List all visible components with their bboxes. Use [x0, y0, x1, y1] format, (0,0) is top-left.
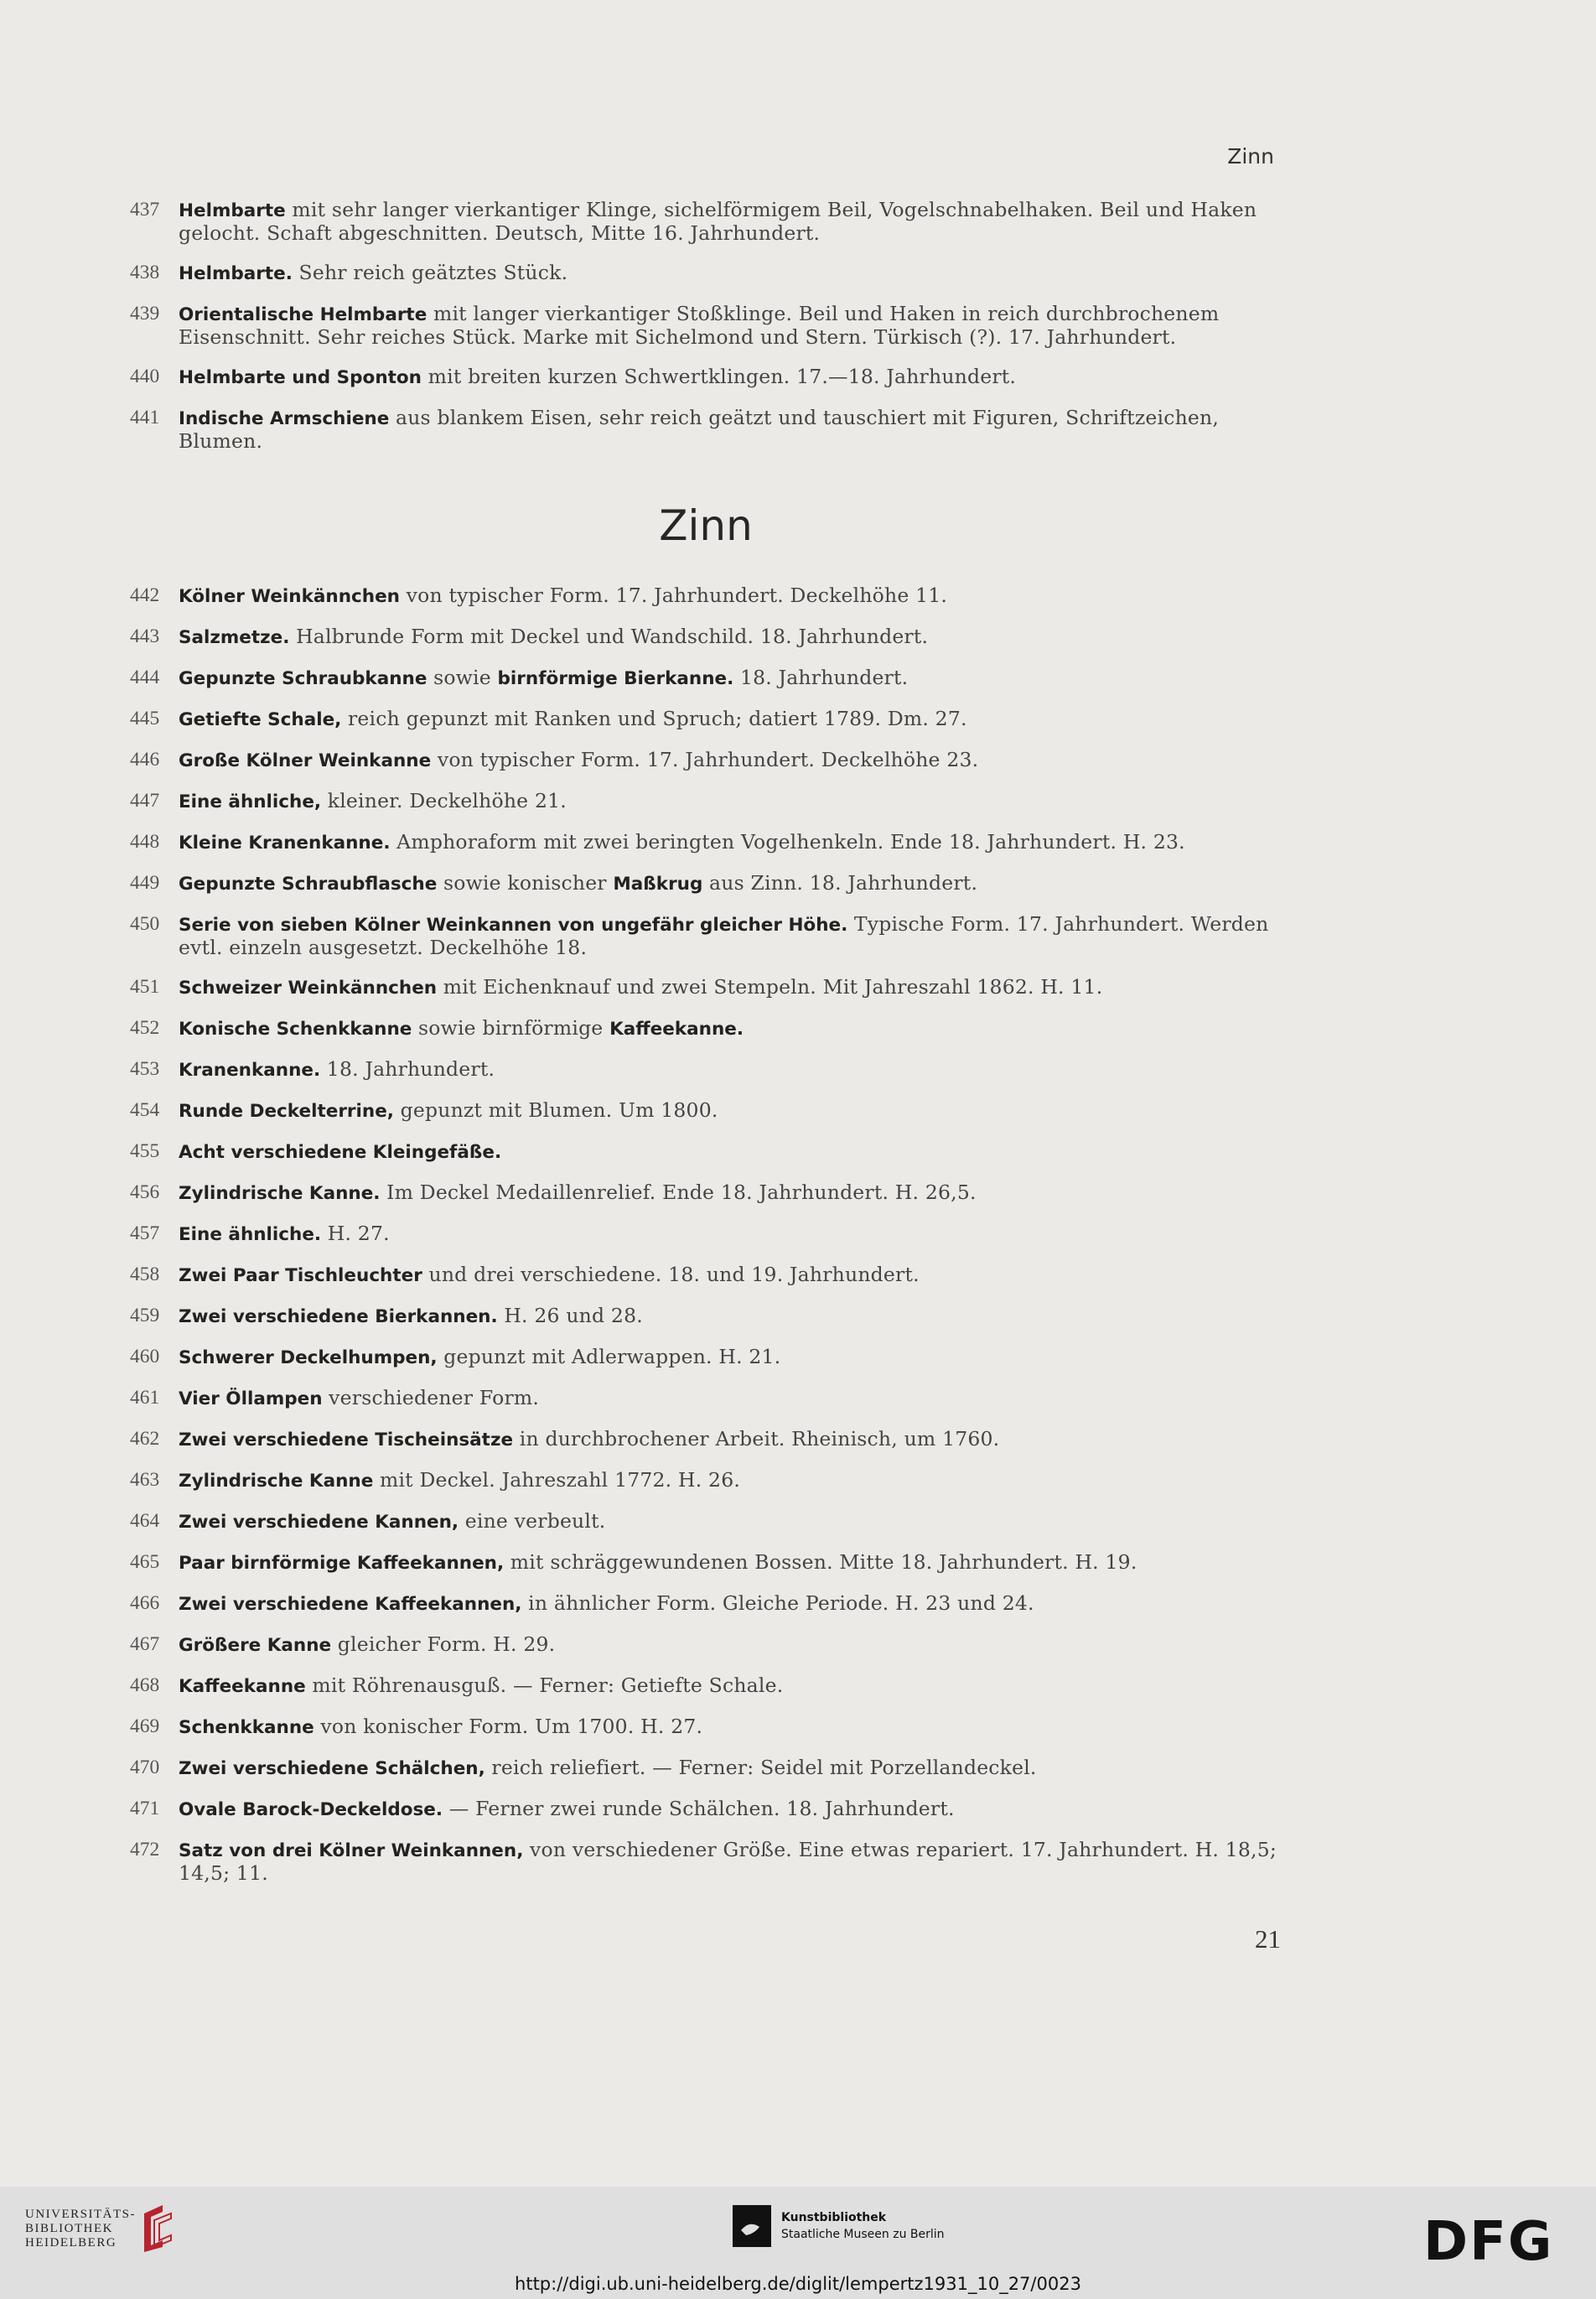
entry-description-2: aus Zinn. 18. Jahrhundert. — [702, 871, 978, 895]
entry-title: Schenkkanne — [179, 1717, 314, 1738]
entry-description: mit sehr langer vierkantiger Klinge, sichelförmigem Beil, Vogelschnabelhaken. Beil und Haken gelocht. Schaft abgeschnitten. Deutsch, Mitte 16. Jahrhundert. — [179, 198, 1257, 245]
entry-number: 447 — [130, 790, 160, 812]
catalog-entry — [130, 749, 1282, 772]
entry-description: mit Röhrenausguß. — Ferner: Getiefte Schale. — [305, 1674, 784, 1697]
entry-description: mit Deckel. Jahreszahl 1772. H. 26. — [373, 1468, 741, 1492]
catalog-entry — [130, 1346, 1282, 1369]
catalog-entry — [130, 1633, 1282, 1657]
entry-description: reich gepunzt mit Ranken und Spruch; datiert 1789. Dm. 27. — [341, 707, 967, 730]
entry-title: Zwei verschiedene Kannen, — [179, 1512, 459, 1533]
entry-description: mit Eichenknauf und zwei Stempeln. Mit Jahreszahl 1862. H. 11. — [437, 975, 1103, 999]
entry-description: von typischer Form. 17. Jahrhundert. Deckelhöhe 23. — [431, 748, 979, 771]
catalog-entry — [130, 1510, 1282, 1534]
entry-title: Zylindrische Kanne. — [179, 1183, 381, 1204]
entry-number: 457 — [130, 1222, 160, 1244]
kb-line-2: Staatliche Museen zu Berlin — [781, 2228, 945, 2241]
entry-text — [179, 1510, 1282, 1534]
entry-title: Paar birnförmige Kaffeekannen, — [179, 1553, 505, 1574]
entry-number: 465 — [130, 1551, 160, 1573]
entry-text — [179, 1058, 1282, 1082]
ub-line-1: UNIVERSITÄTS- — [25, 2207, 136, 2221]
entry-description: von konischer Form. Um 1700. H. 27. — [314, 1715, 703, 1738]
entry-description: gepunzt mit Blumen. Um 1800. — [393, 1098, 718, 1122]
entry-description: von typischer Form. 17. Jahrhundert. Deckelhöhe 11. — [399, 584, 948, 607]
ub-line-3: HEIDELBERG — [25, 2235, 117, 2250]
entry-title: Getiefte Schale, — [179, 709, 342, 730]
entry-text — [179, 1305, 1282, 1328]
entry-title: Größere Kanne — [179, 1635, 332, 1656]
page-number: 21 — [1255, 1924, 1281, 1954]
entry-number: 453 — [130, 1058, 160, 1080]
entry-text — [179, 1428, 1282, 1451]
catalog-entry — [130, 407, 1282, 452]
entry-description: H. 27. — [321, 1222, 390, 1245]
entry-number: 441 — [130, 407, 160, 428]
ub-emblem-icon — [139, 2203, 176, 2254]
entry-title-2: Maßkrug — [613, 874, 703, 895]
entry-title: Helmbarte und Sponton — [179, 367, 422, 388]
entry-title: Satz von drei Kölner Weinkannen, — [179, 1840, 524, 1861]
entry-text — [179, 1222, 1282, 1246]
entry-text — [179, 1099, 1282, 1123]
entry-number: 438 — [130, 262, 160, 283]
entry-title: Große Kölner Weinkanne — [179, 750, 432, 771]
entry-text — [179, 1633, 1282, 1657]
entry-number: 459 — [130, 1305, 160, 1326]
entry-text — [179, 1592, 1282, 1616]
entry-title: Zwei verschiedene Schälchen, — [179, 1758, 485, 1779]
entry-title: Schwerer Deckelhumpen, — [179, 1347, 438, 1368]
entry-title: Zwei Paar Tischleuchter — [179, 1265, 422, 1286]
entry-number: 464 — [130, 1510, 160, 1532]
entry-description: Im Deckel Medaillenrelief. Ende 18. Jahrhundert. H. 26,5. — [380, 1181, 977, 1204]
entry-title: Acht verschiedene Kleingefäße. — [179, 1142, 502, 1163]
entry-number: 462 — [130, 1428, 160, 1450]
catalog-entry — [130, 1058, 1282, 1082]
entry-title: Runde Deckelterrine, — [179, 1101, 394, 1122]
entry-title: Vier Öllampen — [179, 1388, 323, 1409]
entry-text — [179, 976, 1282, 999]
entry-title: Kaffeekanne — [179, 1676, 306, 1697]
entry-title: Zylindrische Kanne — [179, 1471, 374, 1492]
catalog-entry — [130, 667, 1282, 690]
entry-number: 466 — [130, 1592, 160, 1614]
entry-number: 437 — [130, 199, 160, 221]
entry-description: kleiner. Deckelhöhe 21. — [321, 789, 567, 812]
entry-number: 450 — [130, 913, 160, 935]
catalog-entry — [130, 366, 1282, 389]
catalog-entry — [130, 1264, 1282, 1287]
entry-title: Indische Armschiene — [179, 408, 390, 429]
entry-text — [179, 625, 1282, 649]
entry-title: Zwei verschiedene Kaffeekannen, — [179, 1594, 522, 1615]
entry-description: sowie konischer — [437, 871, 614, 895]
catalog-entry — [130, 1140, 1282, 1164]
entry-list-before — [130, 199, 1282, 470]
entry-description: — Ferner zwei runde Schälchen. 18. Jahrhundert. — [443, 1797, 955, 1820]
catalog-entry — [130, 1428, 1282, 1451]
entry-title: Ovale Barock-Deckeldose. — [179, 1799, 443, 1820]
entry-text — [179, 1798, 1282, 1821]
entry-text — [179, 913, 1282, 958]
entry-description: sowie birnförmige — [412, 1016, 610, 1040]
entry-title: Salzmetze. — [179, 627, 290, 648]
entry-number: 463 — [130, 1469, 160, 1491]
entry-number: 461 — [130, 1387, 160, 1409]
entry-description: gleicher Form. H. 29. — [331, 1632, 556, 1656]
entry-text — [179, 872, 1282, 895]
entry-description-2: 18. Jahrhundert. — [733, 666, 909, 689]
entry-text — [179, 708, 1282, 731]
entry-text — [179, 831, 1282, 854]
entry-title: Eine ähnliche, — [179, 791, 322, 812]
entry-description: reich reliefiert. — Ferner: Seidel mit Porzellandeckel. — [484, 1756, 1037, 1779]
running-head: Zinn — [1227, 144, 1274, 169]
entry-description: sowie — [427, 666, 498, 689]
catalog-entry — [130, 831, 1282, 854]
entry-text — [179, 1017, 1282, 1041]
entry-title: Gepunzte Schraubflasche — [179, 874, 438, 895]
entry-description: mit breiten kurzen Schwertklingen. 17.—18. Jahrhundert. — [422, 365, 1017, 388]
entry-text — [179, 1839, 1282, 1884]
entry-description: aus blankem Eisen, sehr reich geätzt und tauschiert mit Figuren, Schriftzeichen, Blumen. — [179, 406, 1220, 453]
entry-title: Eine ähnliche. — [179, 1224, 322, 1245]
entry-text — [179, 303, 1282, 348]
entry-number: 440 — [130, 366, 160, 387]
entry-text — [179, 1140, 1282, 1164]
ub-logo-text — [25, 2208, 136, 2250]
catalog-entry — [130, 1592, 1282, 1616]
entry-text — [179, 1715, 1282, 1739]
entry-number: 456 — [130, 1181, 160, 1203]
entry-text — [179, 584, 1282, 608]
catalog-entry — [130, 1305, 1282, 1328]
entry-number: 472 — [130, 1839, 160, 1860]
entry-number: 451 — [130, 976, 160, 998]
kunstbibliothek-emblem-icon — [733, 2205, 771, 2247]
entry-number: 452 — [130, 1017, 160, 1039]
entry-number: 469 — [130, 1715, 160, 1737]
entry-text — [179, 1469, 1282, 1492]
catalog-entry — [130, 262, 1282, 285]
entry-text — [179, 407, 1282, 452]
entry-description: von verschiedener Größe. Eine etwas repariert. 17. Jahrhundert. H. 18,5; 14,5; 11. — [179, 1838, 1277, 1885]
catalog-entry — [130, 913, 1282, 958]
entry-text — [179, 262, 1282, 285]
catalog-entry — [130, 1839, 1282, 1884]
entry-text — [179, 366, 1282, 389]
entry-text — [179, 790, 1282, 813]
entry-title: Helmbarte. — [179, 263, 293, 284]
permalink-url[interactable]: http://digi.ub.uni-heidelberg.de/diglit/lempertz1931_10_27/0023 — [515, 2274, 1081, 2294]
entry-description: gepunzt mit Adlerwappen. H. 21. — [437, 1345, 781, 1368]
entry-number: 455 — [130, 1140, 160, 1162]
ub-line-2: BIBLIOTHEK — [25, 2221, 113, 2235]
ub-heidelberg-logo[interactable] — [25, 2203, 176, 2254]
entry-title: Konische Schenkkanne — [179, 1019, 412, 1040]
entry-number: 446 — [130, 749, 160, 771]
catalog-entry — [130, 1757, 1282, 1780]
catalog-entry — [130, 1387, 1282, 1410]
catalog-entry — [130, 1099, 1282, 1123]
entry-description: 18. Jahrhundert. — [320, 1057, 495, 1081]
entry-description: Amphoraform mit zwei beringten Vogelhenkeln. Ende 18. Jahrhundert. H. 23. — [390, 830, 1185, 854]
entry-title: Zwei verschiedene Bierkannen. — [179, 1306, 498, 1327]
entry-text — [179, 1387, 1282, 1410]
entry-description: mit schräggewundenen Bossen. Mitte 18. Jahrhundert. H. 19. — [504, 1550, 1137, 1574]
entry-description: verschiedener Form. — [322, 1386, 540, 1409]
catalog-entry — [130, 790, 1282, 813]
entry-number: 442 — [130, 584, 160, 606]
section-title: Zinn — [659, 501, 753, 550]
catalog-entry — [130, 708, 1282, 731]
entry-number: 470 — [130, 1757, 160, 1778]
entry-description: mit langer vierkantiger Stoßklinge. Beil und Haken in reich durchbrochenem Eisenschnitt. Sehr reiches Stück. Marke mit Sichelmond und Stern. Türkisch (?). 17. Jahrhundert. — [179, 302, 1220, 349]
entry-description: eine verbeult. — [459, 1509, 606, 1533]
catalog-entry — [130, 1222, 1282, 1246]
entry-description: und drei verschiedene. 18. und 19. Jahrhundert. — [422, 1263, 920, 1286]
entry-title-2: Kaffeekanne. — [609, 1019, 744, 1040]
catalog-entry — [130, 1674, 1282, 1698]
entry-number: 443 — [130, 625, 160, 647]
kb-line-1: Kunstbibliothek — [781, 2211, 887, 2224]
entry-description: Halbrunde Form mit Deckel und Wandschild. 18. Jahrhundert. — [289, 625, 929, 648]
catalog-entry — [130, 1469, 1282, 1492]
entry-title: Kleine Kranenkanne. — [179, 833, 391, 854]
catalog-entry — [130, 1715, 1282, 1739]
entry-description: in durchbrochener Arbeit. Rheinisch, um 1760. — [513, 1427, 1000, 1450]
entry-number: 458 — [130, 1264, 160, 1285]
kunstbibliothek-logo[interactable] — [733, 2205, 945, 2247]
entry-number: 439 — [130, 303, 160, 324]
entry-number: 445 — [130, 708, 160, 729]
entry-number: 467 — [130, 1633, 160, 1655]
entry-description: in ähnlicher Form. Gleiche Periode. H. 23 und 24. — [521, 1591, 1034, 1615]
entry-number: 448 — [130, 831, 160, 853]
entry-text — [179, 1346, 1282, 1369]
entry-title: Gepunzte Schraubkanne — [179, 668, 428, 689]
catalog-entry — [130, 303, 1282, 348]
entry-description: Typische Form. 17. Jahrhundert. Werden evtl. einzeln ausgesetzt. Deckelhöhe 18. — [179, 912, 1269, 959]
entry-number: 444 — [130, 667, 160, 688]
entry-text — [179, 1674, 1282, 1698]
catalog-entry — [130, 976, 1282, 999]
entry-title: Zwei verschiedene Tischeinsätze — [179, 1430, 514, 1450]
entry-text — [179, 1757, 1282, 1780]
entry-title-2: birnförmige Bierkanne. — [497, 668, 734, 689]
dfg-logo[interactable]: DFG — [1423, 2211, 1554, 2273]
entry-number: 454 — [130, 1099, 160, 1121]
entry-text — [179, 199, 1282, 244]
entry-text — [179, 667, 1282, 690]
entry-number: 471 — [130, 1798, 160, 1819]
entry-title: Helmbarte — [179, 200, 286, 221]
entry-description: Sehr reich geätztes Stück. — [292, 261, 568, 284]
kunstbibliothek-text — [781, 2209, 945, 2243]
entry-text — [179, 1264, 1282, 1287]
catalog-entry — [130, 1181, 1282, 1205]
entry-number: 449 — [130, 872, 160, 894]
entry-description: H. 26 und 28. — [497, 1304, 643, 1327]
entry-number: 460 — [130, 1346, 160, 1367]
entry-number: 468 — [130, 1674, 160, 1696]
entry-title: Kranenkanne. — [179, 1060, 321, 1081]
catalog-entry — [130, 1017, 1282, 1041]
catalog-entry — [130, 199, 1282, 244]
catalog-entry — [130, 625, 1282, 649]
entry-text — [179, 1181, 1282, 1205]
entry-text — [179, 749, 1282, 772]
catalog-entry — [130, 872, 1282, 895]
entry-title: Orientalische Helmbarte — [179, 304, 428, 325]
entry-title: Serie von sieben Kölner Weinkannen von ungefähr gleicher Höhe. — [179, 915, 848, 936]
catalog-entry — [130, 584, 1282, 608]
entry-text — [179, 1551, 1282, 1575]
catalog-entry — [130, 1551, 1282, 1575]
catalog-entry — [130, 1798, 1282, 1821]
entry-list-zinn — [130, 584, 1282, 1902]
entry-title: Schweizer Weinkännchen — [179, 978, 438, 999]
entry-title: Kölner Weinkännchen — [179, 586, 400, 607]
